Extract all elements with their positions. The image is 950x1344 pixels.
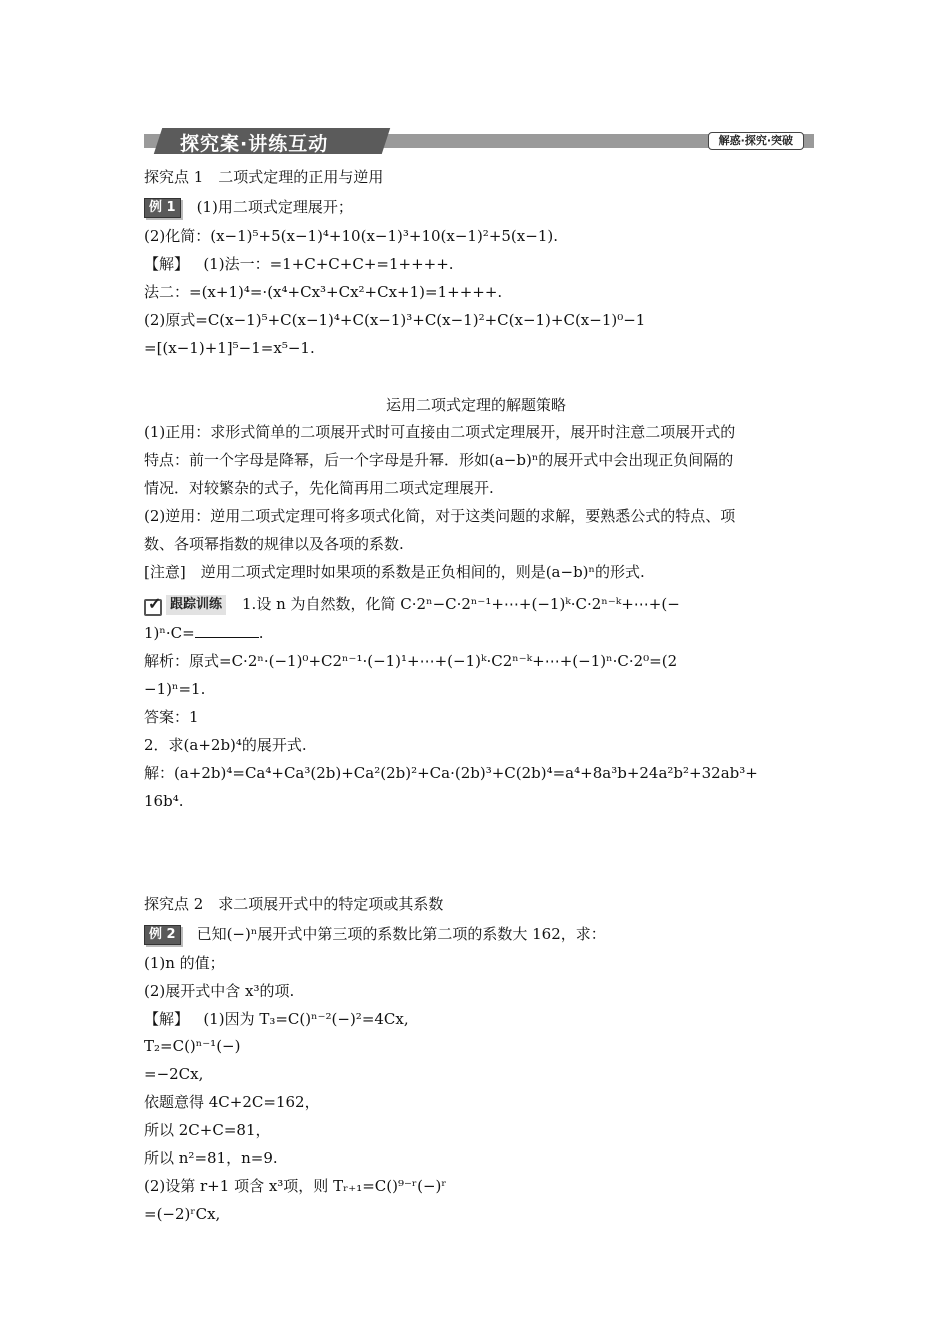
strategy-line1: (1)正用：求形式简单的二项展开式时可直接由二项式定理展开，展开时注意二项展开式的 — [144, 423, 736, 441]
training-label: 跟踪训练 — [166, 595, 226, 615]
training-q1-text2: 1)ⁿ·C= — [144, 624, 195, 642]
solution2-label: 【解】 — [144, 1010, 190, 1028]
training-q2: 2．求(a+2b)⁴的展开式. — [144, 736, 307, 754]
training-a1-line1: 解析：原式=C·2ⁿ·(−1)⁰+C2ⁿ⁻¹·(−1)¹+⋯+(−1)ᵏ·C2ⁿ⁻ᵏ+⋯+(−1)ⁿ·C·2⁰=(2 — [144, 652, 678, 670]
strategy-line3: 情况．对较繁杂的式子，先化简再用二项式定理展开. — [144, 479, 494, 497]
solution1-line1 — [144, 254, 454, 274]
solution1-line3: (2)原式=C(x−1)⁵+C(x−1)⁴+C(x−1)³+C(x−1)²+C(x−1)+C(x−1)⁰−1 — [144, 311, 646, 329]
section1-heading: 探究点 1 二项式定理的正用与逆用 — [144, 168, 384, 186]
solution1-line2: 法二：=(x+1)⁴=·(x⁴+Cx³+Cx²+Cx+1)=1++++. — [144, 283, 503, 301]
example2-part1: (1)n 的值； — [144, 954, 225, 972]
strategy-line4: (2)逆用：逆用二项式定理可将多项式化简，对于这类问题的求解，要熟悉公式的特点、项 — [144, 507, 736, 525]
solution1-line4: =[(x−1)+1]⁵−1=x⁵−1. — [144, 339, 315, 357]
section2-heading: 探究点 2 求二项展开式中的特定项或其系数 — [144, 895, 444, 913]
example2-line — [144, 924, 606, 945]
strategy-line2: 特点：前一个字母是降幂，后一个字母是升幂．形如(a−b)ⁿ的展开式中会出现正负间隔的 — [144, 451, 734, 469]
banner-tag: 解惑·探究·突破 — [708, 132, 804, 150]
example2-part2: (2)展开式中含 x³的项. — [144, 982, 295, 1000]
solution1-label: 【解】 — [144, 255, 190, 273]
strategy-line5: 数、各项幂指数的规律以及各项的系数. — [144, 535, 404, 553]
solution2-line1 — [144, 1009, 409, 1029]
example1-part2: (2)化简：(x−1)⁵+5(x−1)⁴+10(x−1)³+10(x−1)²+5(x−1). — [144, 227, 558, 245]
banner-title: 探究案·讲练互动 — [180, 133, 329, 155]
solution2-line5: 所以 2C+C=81， — [144, 1121, 271, 1139]
solution2-line4: 依题意得 4C+2C=162， — [144, 1093, 320, 1111]
training-q1-text1: 1.设 n 为自然数，化简 C·2ⁿ−C·2ⁿ⁻¹+⋯+(−1)ᵏ·C·2ⁿ⁻ᵏ+⋯+(− — [242, 595, 680, 613]
training-answer1: 答案：1 — [144, 708, 199, 726]
solution2-line8: =(−2)ʳCx, — [144, 1205, 221, 1223]
solution1-text1: (1)法一：=1+C+C+C+=1++++. — [203, 255, 454, 273]
training-a1-line2: −1)ⁿ=1. — [144, 680, 206, 698]
training-a2-line2: 16b⁴. — [144, 792, 184, 810]
example2-badge: 例 2 — [144, 925, 181, 945]
section-banner — [144, 128, 814, 154]
training-q1-line2 — [144, 623, 263, 643]
answer-blank — [195, 623, 259, 638]
solution2-text1: (1)因为 T₃=C()ⁿ⁻²(−)²=4Cx, — [203, 1010, 409, 1028]
solution2-line3: =−2Cx, — [144, 1065, 204, 1083]
training-a2-line1: 解：(a+2b)⁴=Ca⁴+Ca³(2b)+Ca²(2b)²+Ca·(2b)³+C(2b)⁴=a⁴+8a³b+24a²b²+32ab³+ — [144, 764, 758, 782]
strategy-note: [注意] 逆用二项式定理时如果项的系数是正负相间的，则是(a−b)ⁿ的形式. — [144, 563, 645, 581]
example1-badge: 例 1 — [144, 198, 181, 218]
solution2-line6: 所以 n²=81，n=9. — [144, 1149, 278, 1167]
solution2-line2: T₂=C()ⁿ⁻¹(−) — [144, 1037, 241, 1055]
example1-part1: (1)用二项式定理展开； — [196, 198, 353, 216]
solution2-line7: (2)设第 r+1 项含 x³项，则 Tᵣ₊₁=C()⁹⁻ʳ(−)ʳ — [144, 1177, 447, 1195]
example2-part0: 已知(−)ⁿ展开式中第三项的系数比第二项的系数大 162，求： — [196, 925, 606, 943]
strategy-title: 运用二项式定理的解题策略 — [385, 396, 566, 414]
training-q1-text3: . — [258, 624, 264, 642]
checkmark-icon: ✓ — [144, 596, 166, 614]
training-q1-line1 — [144, 594, 680, 615]
example1-line — [144, 197, 353, 218]
